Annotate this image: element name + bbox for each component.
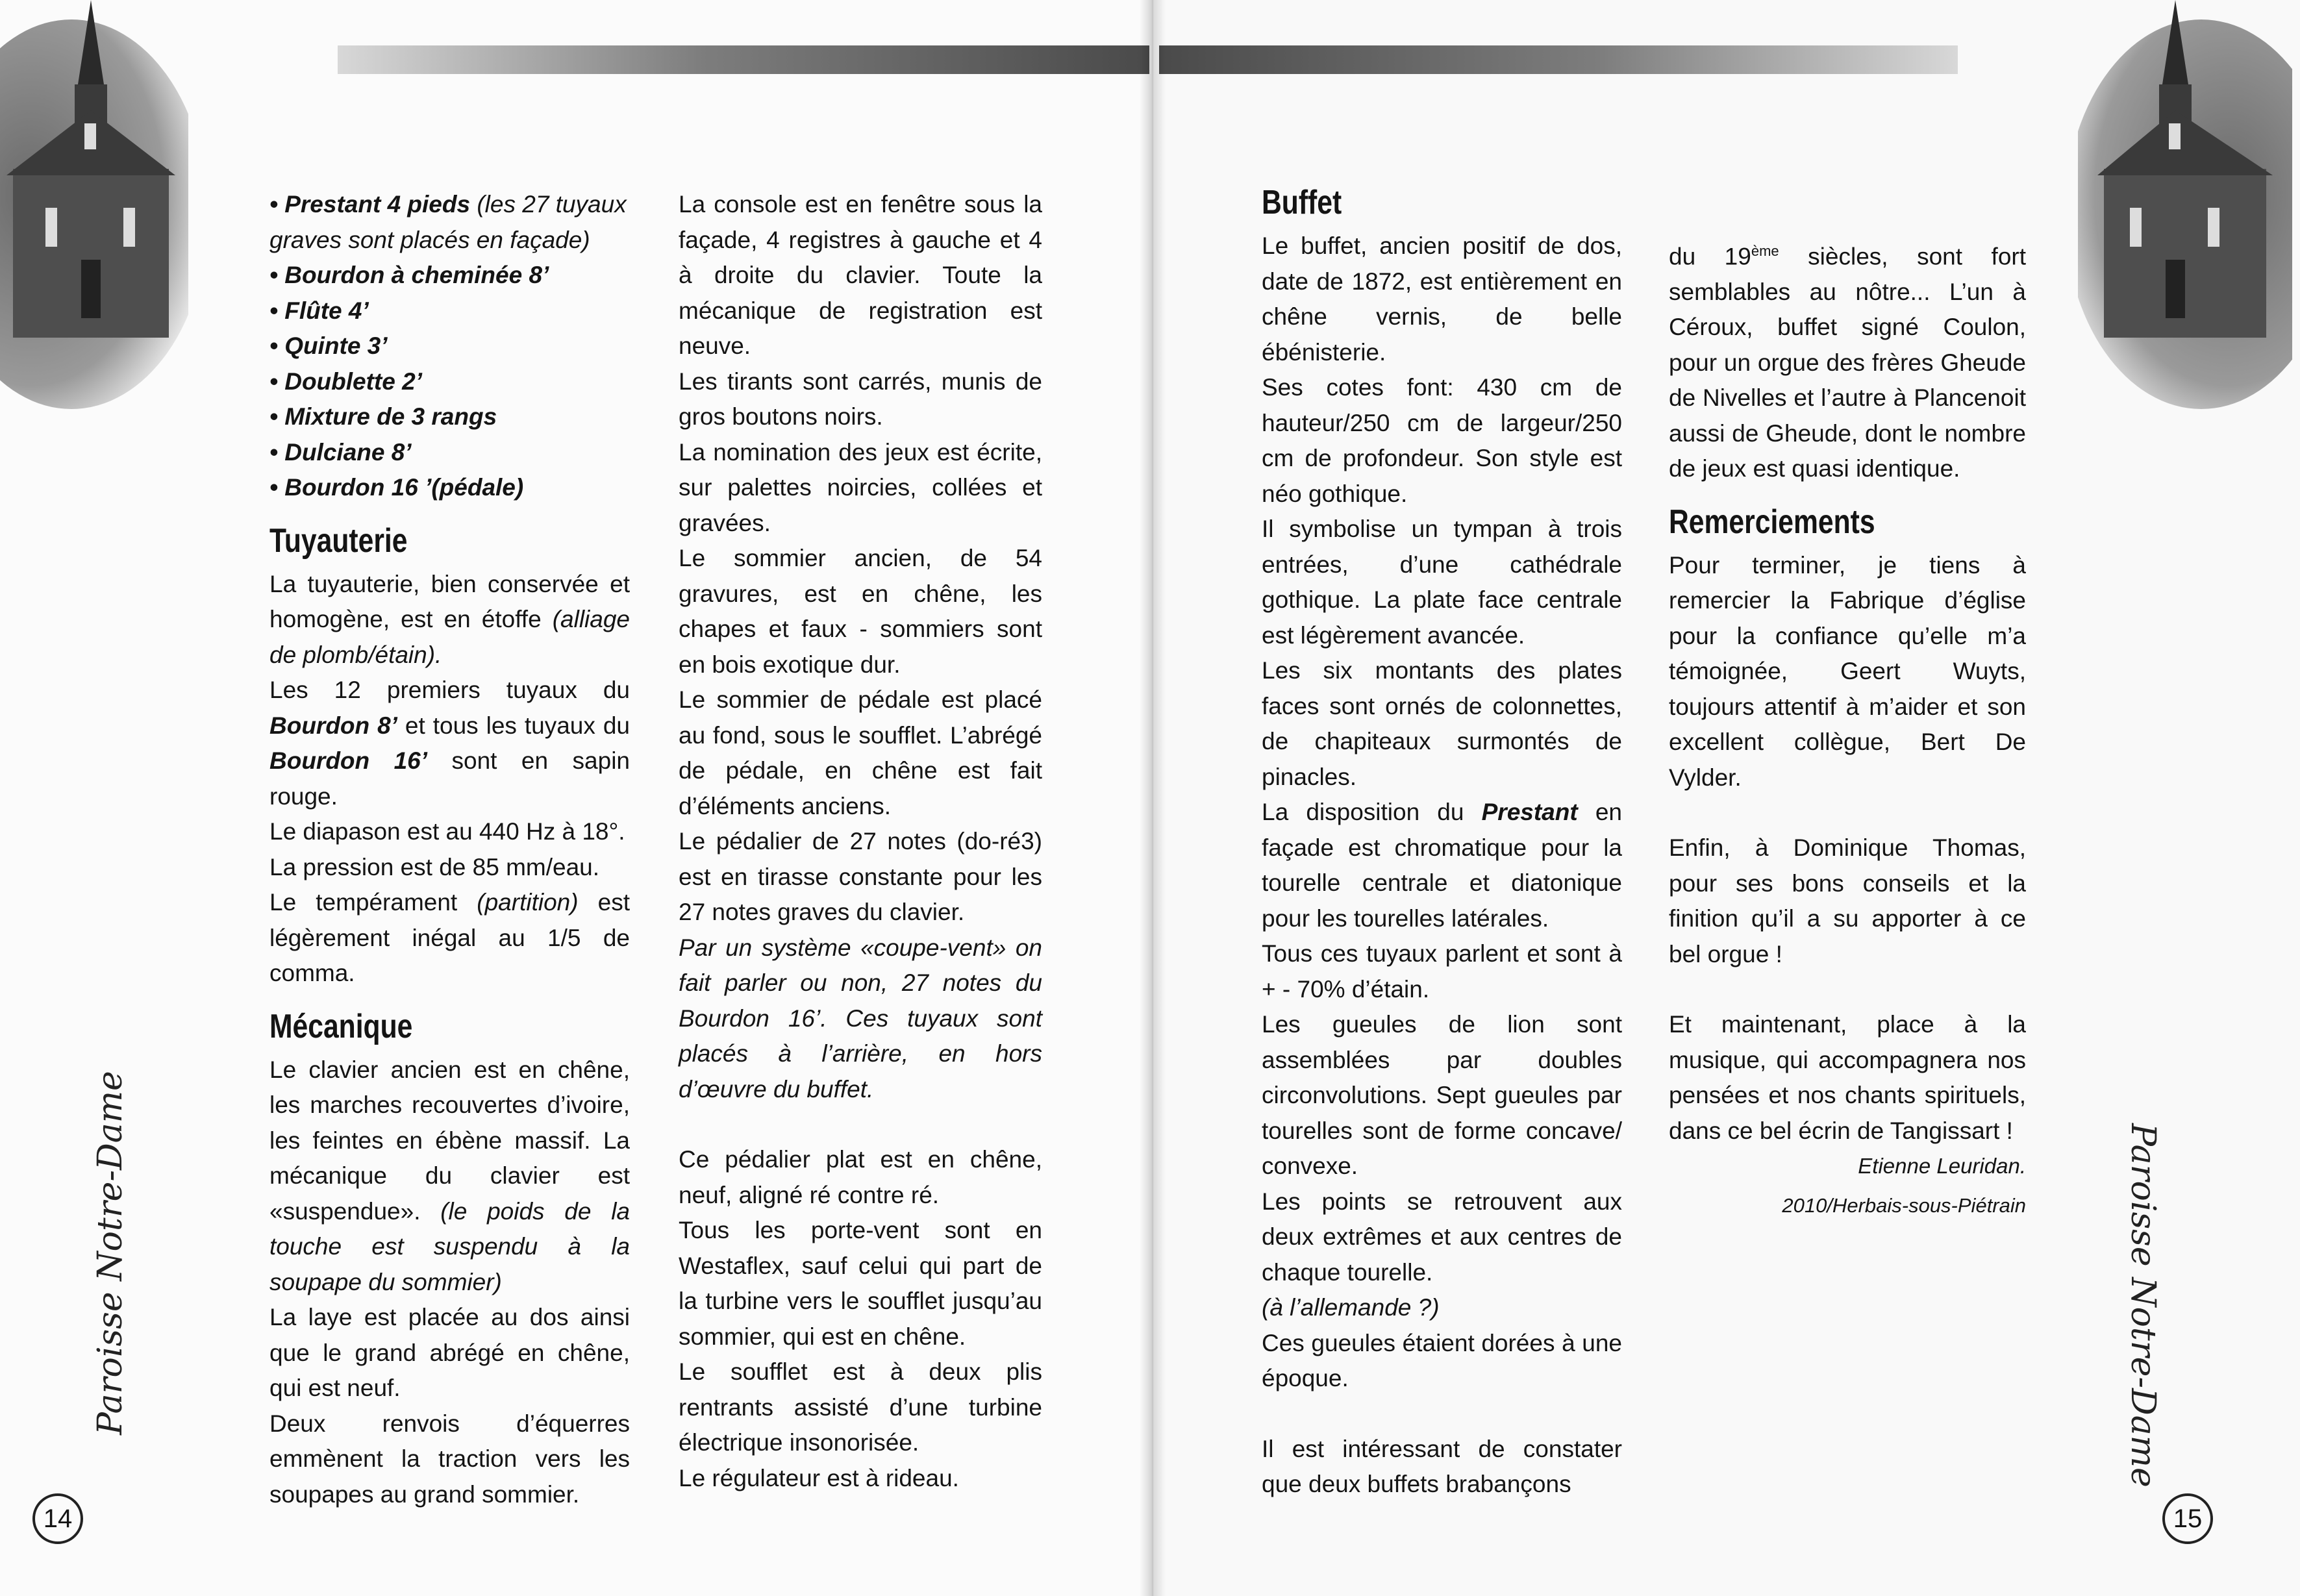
column-4	[1669, 234, 2026, 1223]
paragraph: Ce pédalier plat est en chêne, neuf, aligné ré contre ré.	[679, 1146, 1042, 1208]
paragraph: La tuyauterie, bien conservée et homogène, est en étoffe (alliage de plomb/étain).	[269, 570, 630, 668]
paragraph: Par un système «coupe-vent» on fait parler ou non, 27 notes du Bourdon 16’. Ces tuyaux sont placés à l’arrière, en hors d’œuvre du buffet.	[679, 934, 1042, 1103]
paragraph: Il symbolise un tympan à trois entrées, d’une cathédrale gothique. La plate face centrale est légèrement avancée.	[1262, 516, 1622, 649]
paragraph: La disposition du Prestant en façade est chromatique pour la tourelle centrale et diatonique pour les tourelles latérales.	[1262, 799, 1623, 932]
paragraph: La nomination des jeux est écrite, sur palettes noircies, collées et gravées.	[679, 438, 1042, 536]
list-item: • Dulciane 8’	[269, 438, 412, 466]
church-illustration	[0, 0, 188, 416]
paragraph: Ses cotes font: 430 cm de hauteur/250 cm de largeur/250 cm de profondeur. Son style est néo gothique.	[1262, 374, 1622, 507]
paragraph: Le soufflet est à deux plis rentrants assisté d’une turbine électrique insonorisée.	[679, 1358, 1042, 1456]
heading-buffet: Buffet	[1262, 184, 1342, 221]
paragraph: Le pédalier de 27 notes (do-ré3) est en tirasse constante pour les 27 notes graves du clavier.	[679, 828, 1042, 925]
paragraph: Le buffet, ancien positif de dos, date de 1872, est entièrement en chêne vernis, de belle ébénisterie.	[1262, 232, 1622, 366]
paragraph: Le tempérament (partition) est légèrement inégal au 1/5 de comma.	[269, 889, 630, 986]
list-item: • Doublette 2’	[269, 368, 422, 395]
paragraph: Deux renvois d’équerres emmènent la traction vers les soupapes au grand sommier.	[269, 1410, 630, 1508]
paragraph: Et maintenant, place à la musique, qui accompagnera nos pensées et nos chants spirituels, dans ce bel écrin de Tangissart !	[1669, 1011, 2026, 1144]
paragraph: Tous les porte-vent sont en Westaflex, sauf celui qui part de la turbine vers le soufflet jusqu’au sommier, qui est en chêne.	[679, 1217, 1042, 1350]
paragraph: Il est intéressant de constater que deux buffets brabançons	[1262, 1435, 1622, 1497]
paragraph: La console est en fenêtre sous la façade, 4 registres à gauche et 4 à droite du clavier. Toute la mécanique de registration est neuve.	[679, 191, 1042, 359]
signature-place: 2010/Herbais-sous-Piétrain	[1782, 1193, 2026, 1217]
signature: Etienne Leuridan.	[1858, 1154, 2026, 1178]
running-title: Paroisse Notre-Dame	[2123, 1123, 2162, 1488]
paragraph: Le diapason est au 440 Hz à 18°.	[269, 818, 625, 845]
page-number: 15	[2162, 1493, 2213, 1544]
paragraph: Les gueules de lion sont assemblées par doubles circonvolutions. Sept gueules par tourelles sont de forme concave/ convexe.	[1262, 1011, 1622, 1179]
paragraph: Pour terminer, je tiens à remercier la Fabrique d’église pour la confiance qu’elle m’a témoignée, Geert Wuyts, toujours attentif à m’aider et son excellent collègue, Bert De Vylder.	[1669, 551, 2026, 791]
list-item: • Mixture de 3 rangs	[269, 403, 497, 430]
column-2	[679, 187, 1042, 1496]
heading-mecanique: Mécanique	[269, 1007, 413, 1045]
running-title: Paroisse Notre-Dame	[91, 1071, 130, 1435]
list-item: • Prestant 4 pieds (les 27 tuyaux graves sont placés en façade)	[269, 191, 627, 253]
paragraph: Les points se retrouvent aux deux extrêmes et aux centres de chaque tourelle.	[1262, 1188, 1622, 1286]
paragraph: La laye est placée au dos ainsi que le grand abrégé en chêne, qui est neuf.	[269, 1304, 630, 1401]
heading-remerciements: Remerciements	[1669, 503, 1875, 541]
paragraph: Enfin, à Dominique Thomas, pour ses bons conseils et la finition qu’il a su apporter à ce bel orgue !	[1669, 834, 2026, 967]
list-item: • Bourdon à cheminée 8’	[269, 262, 549, 288]
paragraph: (à l’allemande ?)	[1262, 1294, 1440, 1321]
stop-list	[269, 187, 630, 506]
page-number: 14	[32, 1493, 83, 1544]
paragraph: Les six montants des plates faces sont ornés de colonnettes, de chapiteaux surmontés de pinacles.	[1262, 657, 1622, 790]
paragraph: Les 12 premiers tuyaux du Bourdon 8’ et tous les tuyaux du Bourdon 16’ sont en sapin rouge.	[269, 677, 630, 810]
page-gutter	[1140, 0, 1166, 1596]
paragraph: Le sommier de pédale est placé au fond, sous le soufflet. L’abrégé de pédale, en chêne est fait d’éléments anciens.	[679, 686, 1042, 819]
header-band	[1159, 45, 1958, 74]
column-3	[1262, 184, 1623, 1502]
paragraph: Le régulateur est à rideau.	[679, 1464, 959, 1491]
paragraph: La pression est de 85 mm/eau.	[269, 853, 600, 880]
paragraph: du 19ème siècles, sont fort semblables au nôtre... L’un à Céroux, buffet signé Coulon, pour un orgue des frères Gheude de Nivelles et l’autre à Plancenoit aussi de Gheude, dont le nombre de jeux est quasi identique.	[1669, 243, 2026, 482]
heading-tuyauterie: Tuyauterie	[269, 521, 408, 560]
list-item: • Flûte 4’	[269, 297, 369, 324]
list-item: • Bourdon 16 ’(pédale)	[269, 474, 524, 501]
church-illustration	[2078, 0, 2292, 416]
paragraph: Tous ces tuyaux parlent et sont à + - 70% d’étain.	[1262, 940, 1622, 1003]
paragraph: Le clavier ancien est en chêne, les marches recouvertes d’ivoire, les feintes en ébène massif. La mécanique du clavier est «suspendue». (le poids de la touche est suspendu à la soupape du sommier)	[269, 1056, 630, 1295]
paragraph: Le sommier ancien, de 54 gravures, est en chêne, les chapes et faux - sommiers sont en bois exotique dur.	[679, 545, 1042, 678]
list-item: • Quinte 3’	[269, 332, 388, 359]
paragraph: Les tirants sont carrés, munis de gros boutons noirs.	[679, 368, 1042, 430]
paragraph: Ces gueules étaient dorées à une époque.	[1262, 1329, 1622, 1391]
header-band	[338, 45, 1149, 74]
column-1	[269, 187, 630, 1512]
